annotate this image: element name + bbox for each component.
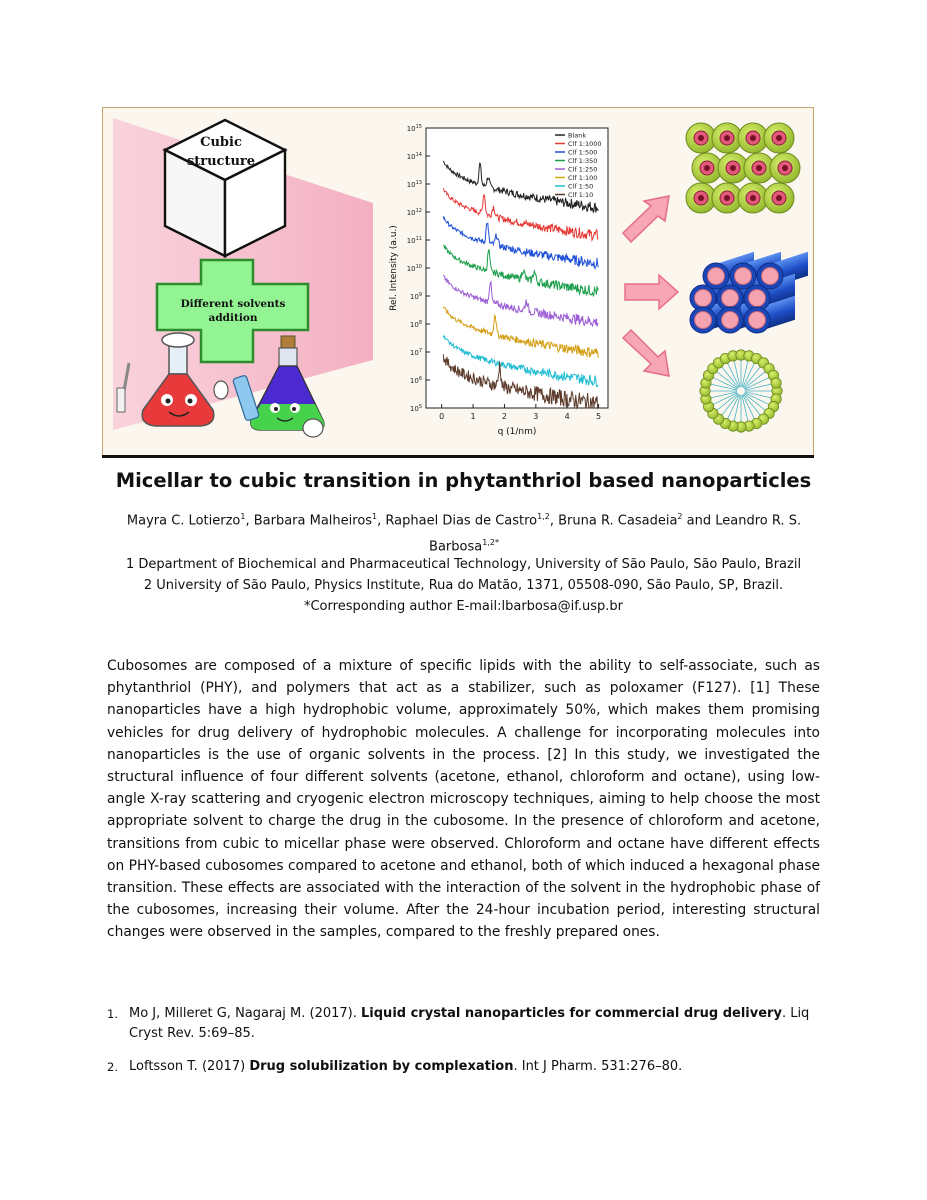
cubic-bead-center — [750, 135, 756, 141]
y-tick-label: $10^{11}$ — [406, 236, 422, 245]
affiliation-2: 2 University of São Paulo, Physics Institute, Rua do Matão, 1371, 05508-090, São Paulo, SP, Brazil. — [143, 578, 784, 593]
cross-label-line2: addition — [208, 312, 258, 324]
author-affiliation-mark: 1 — [240, 512, 246, 521]
y-axis-label: Rel. Intensity (a.u.) — [389, 225, 399, 311]
author-separator: , — [549, 513, 559, 529]
cube-label-line2: structure — [186, 154, 256, 169]
reference-authors: Mo J, Milleret G, Nagaraj M. (2017). — [129, 1006, 362, 1021]
y-tick-label: $10^9$ — [409, 292, 422, 301]
author-separator: , — [377, 513, 386, 529]
arrow-to-cubic-icon — [623, 196, 669, 242]
x-tick-label: 4 — [564, 412, 570, 421]
cubic-bead-center — [730, 165, 736, 171]
arrow-to-micelle-icon — [623, 330, 669, 376]
corresponding-author: *Corresponding author E-mail:lbarbosa@if.usp.br — [303, 599, 623, 614]
arrow-to-hexagonal-icon — [625, 275, 678, 309]
reference-source: . Liq Cryst Rev. 5:69–85. — [129, 1006, 810, 1041]
hex-tube-core — [749, 312, 766, 329]
hex-tube-core — [708, 268, 725, 285]
author-name: Raphael Dias de Castro — [385, 513, 538, 529]
y-tick-label: $10^5$ — [409, 404, 422, 413]
x-axis-label: q (1/nm) — [497, 427, 537, 437]
cubic-bead-center — [724, 135, 730, 141]
reference-number: 2. — [107, 1060, 118, 1074]
author-name: Bruna R. Casadeia — [558, 513, 678, 529]
cubic-bead-center — [756, 165, 762, 171]
reference-item — [107, 1004, 820, 1044]
y-tick-label: $10^8$ — [409, 320, 422, 329]
paper-title: Micellar to cubic transition in phytanthriol based nanoparticles — [115, 469, 812, 492]
micelle-icon — [700, 350, 782, 432]
hex-tube-core — [722, 312, 739, 329]
author-separator: and — [682, 513, 716, 529]
author-name: Mayra C. Lotierzo — [126, 513, 241, 529]
author-separator: , — [245, 513, 254, 529]
reference-authors: Loftsson T. (2017) — [129, 1059, 250, 1074]
legend-label: Clf 1:100 — [568, 174, 598, 182]
y-tick-label: $10^{12}$ — [406, 208, 422, 217]
cubic-bead-center — [724, 195, 730, 201]
hex-tube-core — [722, 290, 739, 307]
hexagonal-phase-icon — [690, 252, 808, 333]
author-affiliation-mark: 2 — [677, 512, 683, 521]
reference-source: . Int J Pharm. 531:276–80. — [513, 1059, 683, 1074]
legend-label: Clf 1:250 — [568, 165, 598, 174]
legend-label: Clf 1:500 — [568, 148, 598, 157]
author-affiliation-mark: 1,2* — [482, 538, 499, 548]
author-affiliation-mark: 1,2 — [537, 512, 550, 521]
reference-list — [107, 1004, 820, 1090]
y-tick-label: $10^{13}$ — [406, 180, 422, 189]
cubic-bead-center — [704, 165, 710, 171]
cube-label-line1: Cubic — [200, 135, 242, 150]
micelle-head — [771, 378, 781, 388]
hex-tube-core — [695, 290, 712, 307]
legend-label: Clf 1:1000 — [568, 140, 602, 148]
y-tick-label: $10^{15}$ — [406, 124, 422, 133]
hex-tube-core — [749, 290, 766, 307]
cross-label-line1: Different solvents — [180, 298, 286, 310]
legend-label: Clf 1:10 — [568, 191, 594, 199]
legend-label: Clf 1:350 — [568, 157, 598, 165]
reference-number: 1. — [107, 1007, 118, 1021]
saxs-chart — [389, 124, 608, 437]
cubic-bead-center — [776, 135, 782, 141]
affiliation-1: 1 Department of Biochemical and Pharmaceutical Technology, University of São Paulo, São Paulo, Brazil — [125, 557, 802, 572]
legend-label: Blank — [568, 131, 587, 140]
y-tick-label: $10^{14}$ — [406, 152, 422, 161]
cubic-bead-center — [750, 195, 756, 201]
cubic-bead-center — [698, 195, 704, 201]
x-tick-label: 0 — [439, 412, 445, 421]
x-tick-label: 3 — [533, 412, 539, 421]
author-list — [108, 506, 820, 559]
reference-title: Drug solubilization by complexation — [249, 1059, 514, 1074]
author-name: Leandro R. S. Barbosa — [429, 513, 802, 555]
x-tick-label: 1 — [470, 412, 476, 421]
reference-title: Liquid crystal nanoparticles for commercial drug delivery — [361, 1006, 782, 1021]
figure-bottom-rule — [102, 455, 814, 458]
author-affiliation-mark: 1 — [372, 512, 378, 521]
cubic-bead-center — [782, 165, 788, 171]
graphical-abstract-svg — [103, 108, 813, 456]
y-tick-label: $10^7$ — [409, 348, 422, 357]
hex-tube-core — [695, 312, 712, 329]
cubic-phase-icon — [686, 123, 800, 213]
cubic-bead-center — [776, 195, 782, 201]
hex-tube-core — [762, 268, 779, 285]
graphical-abstract — [102, 107, 814, 457]
cubic-bead-center — [698, 135, 704, 141]
y-tick-label: $10^{10}$ — [406, 264, 422, 273]
abstract-text: Cubosomes are composed of a mixture of specific lipids with the ability to self-associate, such as phytanthriol (PHY), and polymers that act as a stabilizer, such as poloxamer (F127). [1] These nanoparticles have a high hydrophobic volume, approximately 50%, which makes them promising vehicles for drug delivery of hydrophobic molecules. A challenge for incorporating molecules into nanoparticles is the use of organic solvents in the process. [2] In this study, we investigated the structural influence of four different solvents (acetone, ethanol, chloroform and octane), using low-angle X-ray scattering and cryogenic electron microscopy techniques, aiming to help choose the most appropriate solvent to charge the drug in the cubosome. In the presence of chloroform and acetone, transitions from cubic to micellar phase were observed. Chloroform and octane have different effects on PHY-based cubosomes compared to acetone and ethanol, both of which induced a hexagonal phase transition. These effects are associated with the interaction of the solvent in the hydrophobic phase of the cubosomes, increasing their volume. After the 24-hour incubation period, interesting structural changes were observed in the samples, compared to the freshly prepared ones. — [107, 658, 820, 941]
legend-label: Clf 1:50 — [568, 182, 594, 191]
x-tick-label: 2 — [501, 412, 507, 421]
author-name: Barbara Malheiros — [253, 513, 373, 529]
reference-item — [107, 1057, 820, 1077]
x-tick-label: 5 — [596, 412, 602, 421]
y-tick-label: $10^6$ — [409, 376, 422, 385]
hex-tube-core — [735, 268, 752, 285]
